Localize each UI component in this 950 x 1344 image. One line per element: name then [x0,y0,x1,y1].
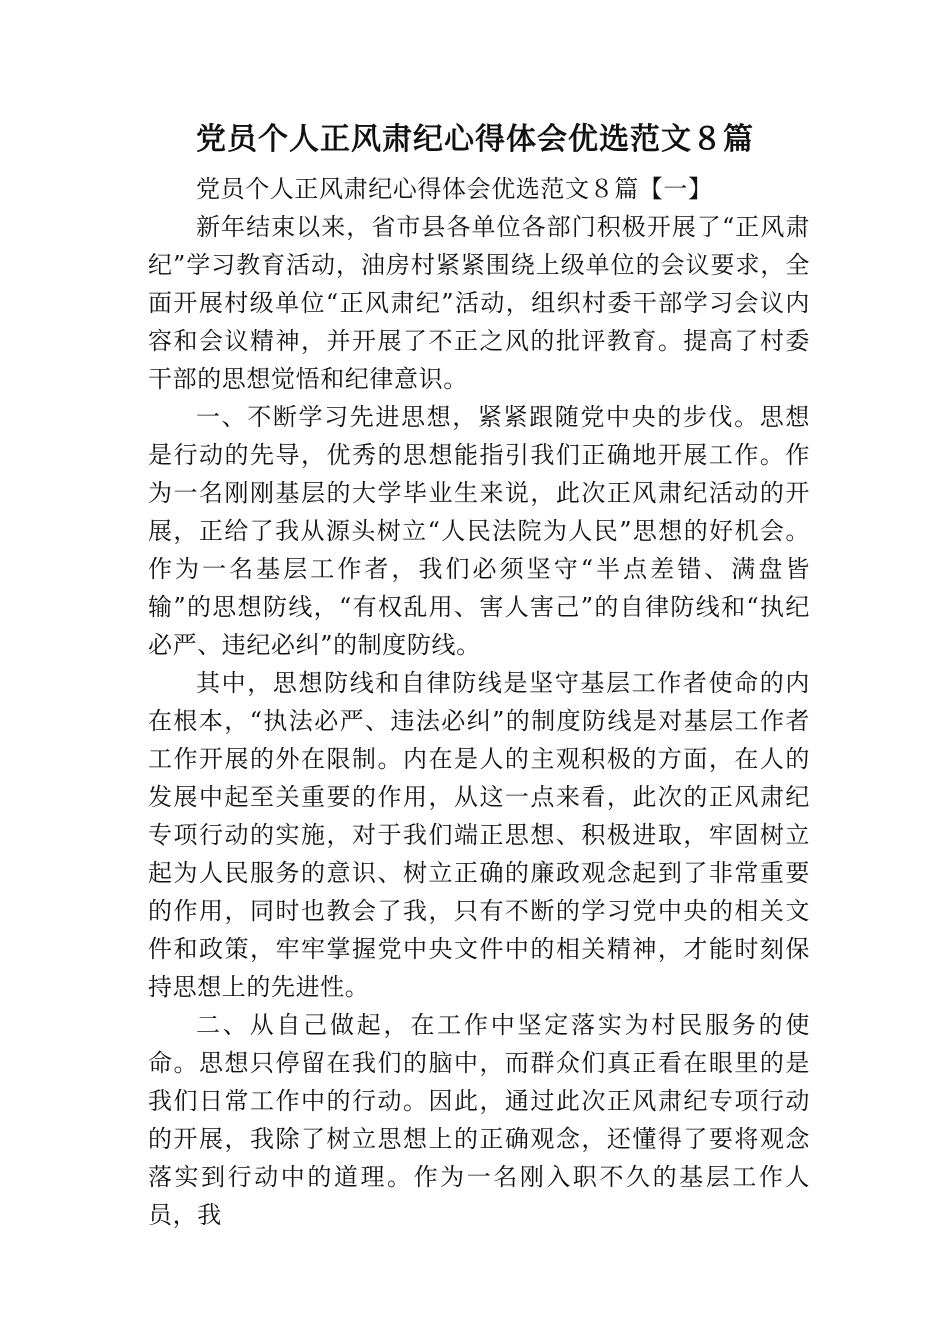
section-heading: 党员个人正风肃纪心得体会优选范文８篇【一】 [196,175,713,203]
document-body [148,170,810,1234]
paragraph-point-two: 二、从自己做起，在工作中坚定落实为村民服务的使命。思想只停留在我们的脑中，而群众们真正看在眼里的是我们日常工作中的行动。因此，通过此次正风肃纪专项行动的开展，我除了树立思想上的正确观念，还懂得了要将观念落实到行动中的道理。作为一名刚入职不久的基层工作人员，我 [148,1011,810,1229]
document-title: 党员个人正风肃纪心得体会优选范文８篇 [196,122,754,157]
paragraph-defense-lines: 其中，思想防线和自律防线是坚守基层工作者使命的内在根本，“执法必严、违法必纠”的制度防线是对基层工作者工作开展的外在限制。内在是人的主观积极的方面，在人的发展中起至关重要的作用，从这一点来看，此次的正风肃纪专项行动的实施，对于我们端正思想、积极进取，牢固树立起为人民服务的意识、树立正确的廉政观念起到了非常重要的作用，同时也教会了我，只有不断的学习党中央的相关文件和政策，牢牢掌握党中央文件中的相关精神，才能时刻保持思想上的先进性。 [148,669,810,1001]
paragraph-point-one: 一、不断学习先进思想，紧紧跟随党中央的步伐。思想是行动的先导，优秀的思想能指引我们正确地开展工作。作为一名刚刚基层的大学毕业生来说，此次正风肃纪活动的开展，正给了我从源头树立“人民法院为人民”思想的好机会。作为一名基层工作者，我们必须坚守“半点差错、满盘皆输”的思想防线，“有权乱用、害人害己”的自律防线和“执纪必严、违纪必纠”的制度防线。 [148,403,810,659]
paragraph-intro: 新年结束以来，省市县各单位各部门积极开展了“正风肃纪”学习教育活动，油房村紧紧围绕上级单位的会议要求，全面开展村级单位“正风肃纪”活动，组织村委干部学习会议内容和会议精神，并开展了不正之风的批评教育。提高了村委干部的思想觉悟和纪律意识。 [148,213,810,393]
